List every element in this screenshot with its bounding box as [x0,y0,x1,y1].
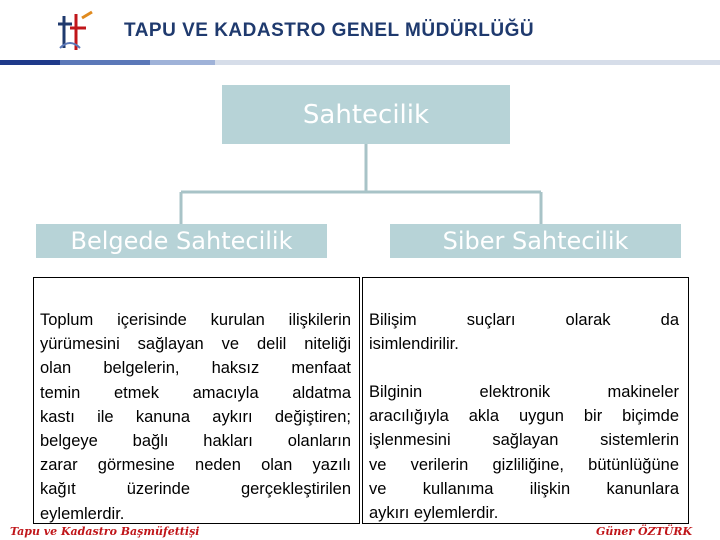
right-node: Siber Sahtecilik [390,224,681,258]
page-title: TAPU VE KADASTRO GENEL MÜDÜRLÜĞÜ [124,20,535,41]
right-description-2: Bilginin elektronik makineler aracılığıyla akla uygun bir biçimde işlenmesini sağlayan sistemlerin ve verilerin gizliliğine, bütünlüğüne ve kullanıma ilişkin kanunlara aykırı eylemlerdir. [369,383,679,523]
footer-left: Tapu ve Kadastro Başmüfettişi [10,525,200,538]
left-node: Belgede Sahtecilik [36,224,327,258]
footer-right: Güner ÖZTÜRK [596,525,693,538]
left-description: Toplum içerisinde kurulan ilişkilerin yürümesini sağlayan ve delil niteliği olan belgelerin, haksız menfaat temin etmek amacıyla aldatma kastı ile kanuna aykırı değiştiren; belgeye bağlı hakları olanların zarar görmesine neden olan yazılı kağıt üzerinde gerçekleştirilen eylemlerdir. [40,311,351,523]
right-description-1: Bilişim suçları olarak da isimlendirilir. [369,311,679,354]
root-node: Sahtecilik [222,85,510,144]
